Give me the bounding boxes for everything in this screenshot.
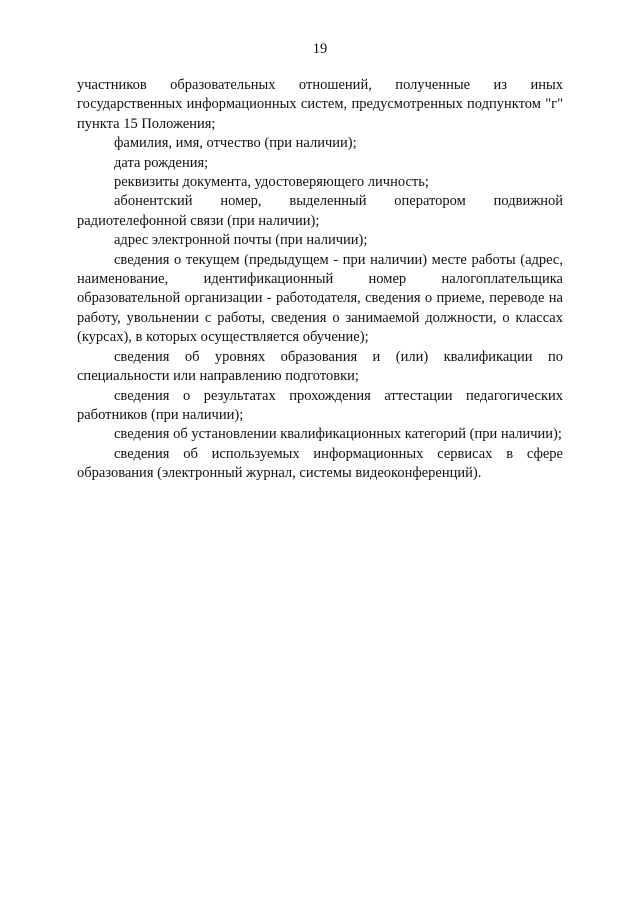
paragraph-qualification-category: сведения об установлении квалификационных категорий (при наличии); bbox=[114, 426, 562, 443]
paragraph-identity-document: реквизиты документа, удостоверяющего личность; bbox=[114, 174, 429, 191]
paragraph-information-services: сведения об используемых информационных сервисах в сфере образования (электронный журнал, системы видеоконференций). bbox=[77, 445, 563, 482]
paragraph-intro: участников образовательных отношений, полученные из иных государственных информационных систем, предусмотренных подпунктом "г" пункта 15 Положения; bbox=[77, 77, 563, 132]
paragraph-education-level: сведения об уровнях образования и (или) квалификации по специальности или направлению подготовки; bbox=[77, 348, 563, 385]
paragraph-attestation: сведения о результатах прохождения аттестации педагогических работников (при наличии); bbox=[77, 387, 563, 423]
paragraph-workplace: сведения о текущем (предыдущем - при наличии) месте работы (адрес, наименование, идентификационный номер налогоплательщика образовательной организации - работодателя, сведения о приеме, переводе на работу, увольнении с работы, сведения о занимаемой должности, о классах (курсах), в которых осуществляется обучение); bbox=[77, 251, 563, 346]
paragraph-full-name: фамилия, имя, отчество (при наличии); bbox=[114, 135, 357, 152]
paragraph-birth-date: дата рождения; bbox=[114, 154, 209, 171]
page-number: 19 bbox=[312, 41, 328, 57]
document-body bbox=[77, 76, 563, 484]
paragraph-phone-number: абонентский номер, выделенный оператором подвижной радиотелефонной связи (при наличии); bbox=[77, 193, 563, 229]
paragraph-email: адрес электронной почты (при наличии); bbox=[114, 232, 368, 249]
